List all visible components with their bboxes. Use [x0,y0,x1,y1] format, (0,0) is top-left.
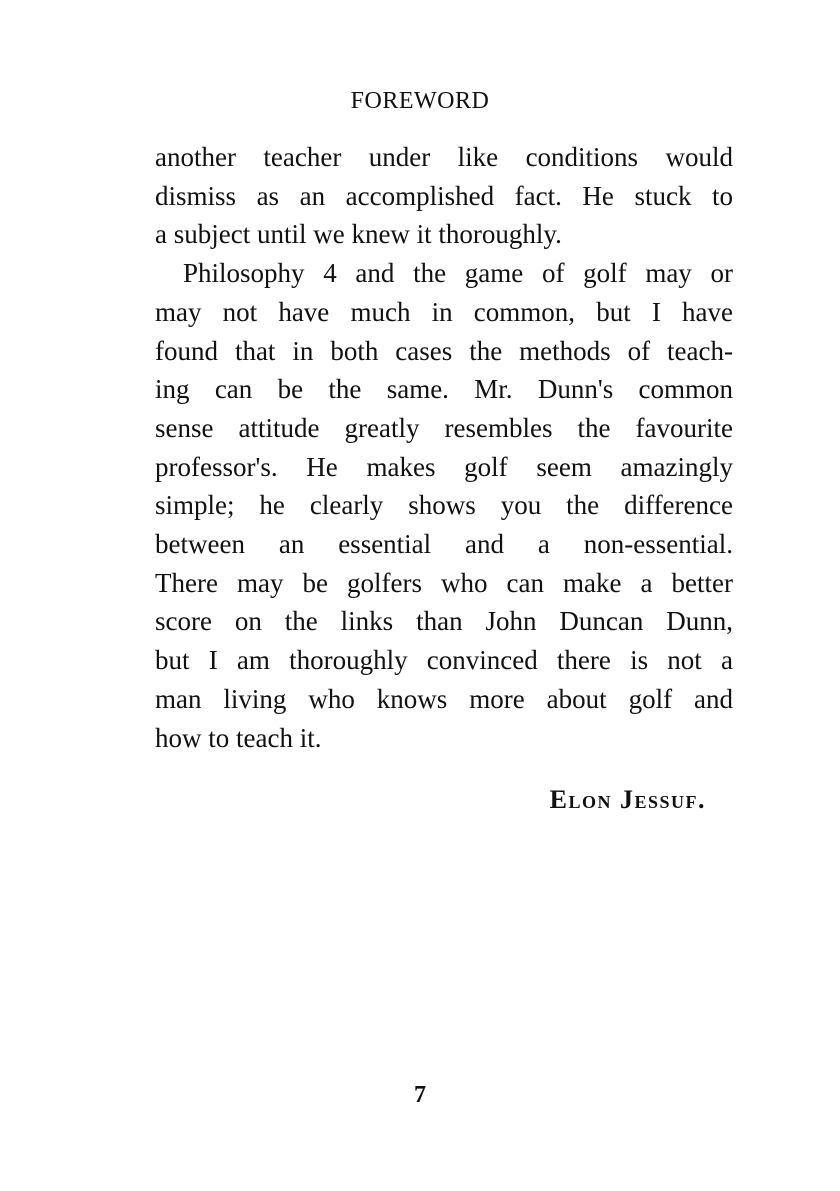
text-line: man living who knows more about golf and [155,683,733,714]
text-line: score on the links than John Duncan Dunn, [155,606,733,637]
text-line: dismiss as an accomplished fact. He stuck to [155,180,733,211]
text-line: sense attitude greatly resembles the favourite [155,412,733,443]
author-signature: Elon Jessuf. [549,785,706,814]
paragraph-1 [155,138,733,254]
text-line: but I am thoroughly convinced there is not a [155,645,733,676]
running-head: FOREWORD [350,88,490,114]
text-line: professor's. He makes golf seem amazingly [155,451,733,482]
paragraph-2 [155,254,733,757]
text-line: There may be golfers who can make a better [155,567,733,598]
text-line: found that in both cases the methods of teach- [155,335,733,366]
text-line: simple; he clearly shows you the difference [155,490,733,521]
text-line: Philosophy 4 and the game of golf may or [183,258,733,289]
page-number: 7 [414,1082,426,1108]
text-line: may not have much in common, but I have [155,296,733,327]
text-line: a subject until we knew it thoroughly. [155,219,562,250]
body-text [155,138,733,757]
text-line: between an essential and a non-essential. [155,529,733,560]
text-line: how to teach it. [155,722,322,753]
text-line: another teacher under like conditions would [155,142,733,172]
text-line: ing can be the same. Mr. Dunn's common [155,374,733,405]
